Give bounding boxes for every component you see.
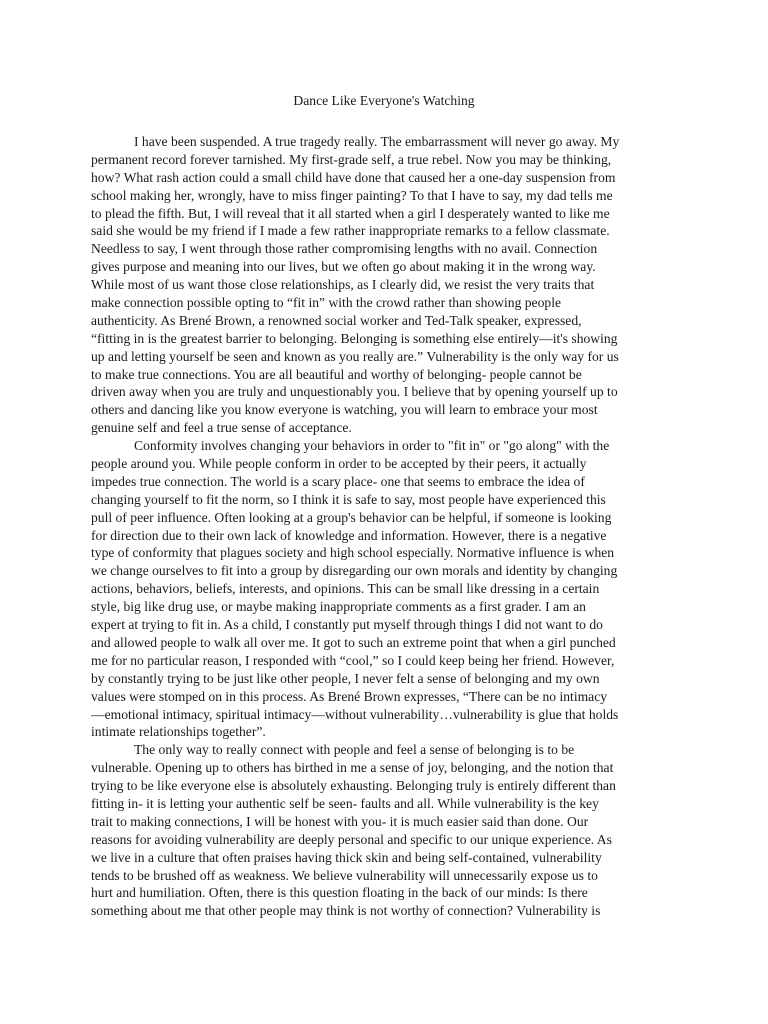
text-line: expert at trying to fit in. As a child, I constantly put myself through things I did not want to do xyxy=(91,617,603,633)
text-line: The only way to really connect with people and feel a sense of belonging is to be xyxy=(134,742,575,758)
text-line: others and dancing like you know everyone is watching, you will learn to embrace your most xyxy=(91,402,598,418)
text-line: impedes true connection. The world is a scary place- one that seems to embrace the idea of xyxy=(91,473,585,489)
text-line: While most of us want those close relationships, as I clearly did, we resist the very traits that xyxy=(91,277,595,293)
text-line: how? What rash action could a small child have done that caused her a one-day suspension from xyxy=(91,169,616,185)
text-line: school making her, wrongly, have to miss finger painting? To that I have to say, my dad tells me xyxy=(91,187,613,203)
text-line: intimate relationships together”. xyxy=(91,724,266,740)
text-line: actions, behaviors, beliefs, interests, and opinions. This can be small like dressing in a certain xyxy=(91,581,600,597)
text-line: —emotional intimacy, spiritual intimacy—without vulnerability…vulnerability is glue that holds xyxy=(91,706,619,722)
text-line: and allowed people to walk all over me. It got to such an extreme point that when a girl punched xyxy=(91,634,616,650)
text-line: permanent record forever tarnished. My first-grade self, a true rebel. Now you may be thinking, xyxy=(91,151,612,167)
text-line: for direction due to their own lack of knowledge and information. However, there is a negative xyxy=(91,527,607,543)
text-line: tends to be brushed off as weakness. We believe vulnerability will unnecessarily expose us to xyxy=(91,867,598,883)
text-line: we live in a culture that often praises having thick skin and being self-contained, vulnerability xyxy=(91,849,602,865)
text-line: up and letting yourself be seen and known as you really are.” Vulnerability is the only way for us xyxy=(91,348,619,364)
text-line: authenticity. As Brené Brown, a renowned social worker and Ted-Talk speaker, expressed, xyxy=(91,312,582,328)
text-line: pull of peer influence. Often looking at a group's behavior can be helpful, if someone is looking xyxy=(91,509,612,525)
text-line: changing yourself to fit the norm, so I think it is safe to say, most people have experienced this xyxy=(91,491,606,507)
text-line: said she would be my friend if I made a few rather inappropriate remarks to a fellow classmate. xyxy=(91,223,610,239)
text-line: gives purpose and meaning into our lives, but we often go about making it in the wrong way. xyxy=(91,259,596,275)
text-line: by constantly trying to be just like other people, I never felt a sense of belonging and my own xyxy=(91,670,600,686)
text-line: trait to making connections, I will be honest with you- it is much easier said than done. Our xyxy=(91,813,589,829)
text-line: I have been suspended. A true tragedy really. The embarrassment will never go away. My xyxy=(134,134,620,149)
text-line: driven away when you are truly and unquestionably you. I believe that by opening yourself up to xyxy=(91,384,618,400)
text-line: Conformity involves changing your behaviors in order to "fit in" or "go along" with the xyxy=(134,438,610,454)
text-line: something about me that other people may think is not worthy of connection? Vulnerability is xyxy=(91,903,601,919)
text-line: we change ourselves to fit into a group by disregarding our own morals and identity by changing xyxy=(91,563,618,579)
text-line: people around you. While people conform in order to be accepted by their peers, it actually xyxy=(91,456,587,472)
text-line: fitting in- it is letting your authentic self be seen- faults and all. While vulnerability is the key xyxy=(91,795,599,811)
text-line: me for no particular reason, I responded with “cool,” so I could keep being her friend. However, xyxy=(91,652,615,668)
text-line: to make true connections. You are all beautiful and worthy of belonging- people cannot be xyxy=(91,366,582,382)
text-line: type of conformity that plagues society and high school especially. Normative influence is when xyxy=(91,545,615,561)
text-line: trying to be like everyone else is absolutely exhausting. Belonging truly is entirely different than xyxy=(91,778,616,794)
text-line: genuine self and feel a true sense of acceptance. xyxy=(91,420,352,436)
text-line: values were stomped on in this process. As Brené Brown expresses, “There can be no intimacy xyxy=(91,688,608,704)
text-line: hurt and humiliation. Often, there is this question floating in the back of our minds: Is there xyxy=(91,885,588,901)
text-line: make connection possible opting to “fit in” with the crowd rather than showing people xyxy=(91,295,561,311)
document-body xyxy=(91,133,675,920)
text-line: style, big like drug use, or maybe making inappropriate comments as a first grader. I am an xyxy=(91,599,586,615)
text-line: reasons for avoiding vulnerability are deeply personal and specific to our unique experience. As xyxy=(91,831,612,847)
text-line: vulnerable. Opening up to others has birthed in me a sense of joy, belonging, and the notion that xyxy=(91,760,614,776)
text-line: Needless to say, I went through those rather compromising lengths with no avail. Connection xyxy=(91,241,598,257)
text-line: to plead the fifth. But, I will reveal that it all started when a girl I desperately wanted to like me xyxy=(91,205,610,221)
text-line: “fitting in is the greatest barrier to belonging. Belonging is something else entirely—it's showing xyxy=(91,330,618,346)
document-title: Dance Like Everyone's Watching xyxy=(293,93,475,108)
